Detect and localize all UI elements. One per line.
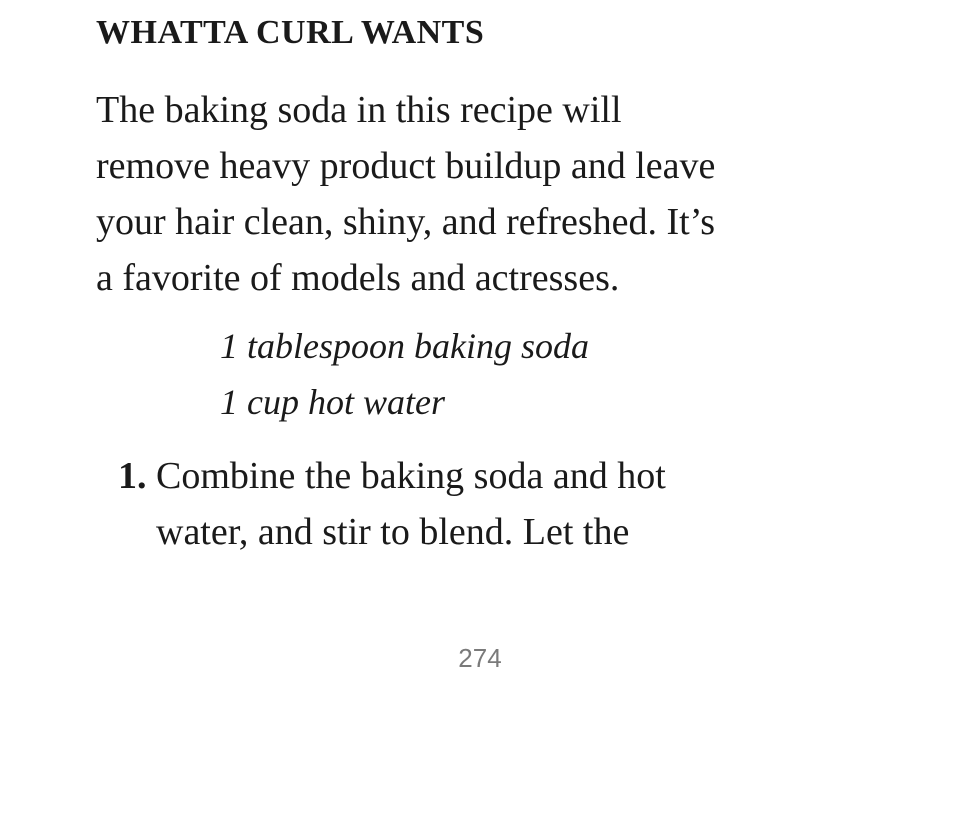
step-line: water, and stir to blend. Let the — [156, 511, 630, 553]
intro-line: a favorite of models and actresses. — [96, 257, 620, 299]
intro-line: remove heavy product buildup and leave — [96, 145, 716, 187]
intro-line: The baking soda in this recipe will — [96, 89, 622, 131]
page-number: 274 — [458, 643, 502, 673]
intro-line: your hair clean, shiny, and refreshed. It’s — [96, 201, 716, 243]
ingredient-item: 1 tablespoon baking soda — [220, 326, 589, 366]
step-number: 1. — [118, 455, 147, 497]
ingredient-item: 1 cup hot water — [220, 382, 445, 422]
ingredient-list — [220, 318, 589, 430]
instruction-step — [118, 448, 878, 560]
step-line — [118, 448, 878, 504]
recipe-title: WHATTA CURL WANTS — [96, 14, 485, 51]
step-text: Combine the baking soda and hot — [156, 455, 666, 497]
recipe-intro — [96, 82, 856, 306]
